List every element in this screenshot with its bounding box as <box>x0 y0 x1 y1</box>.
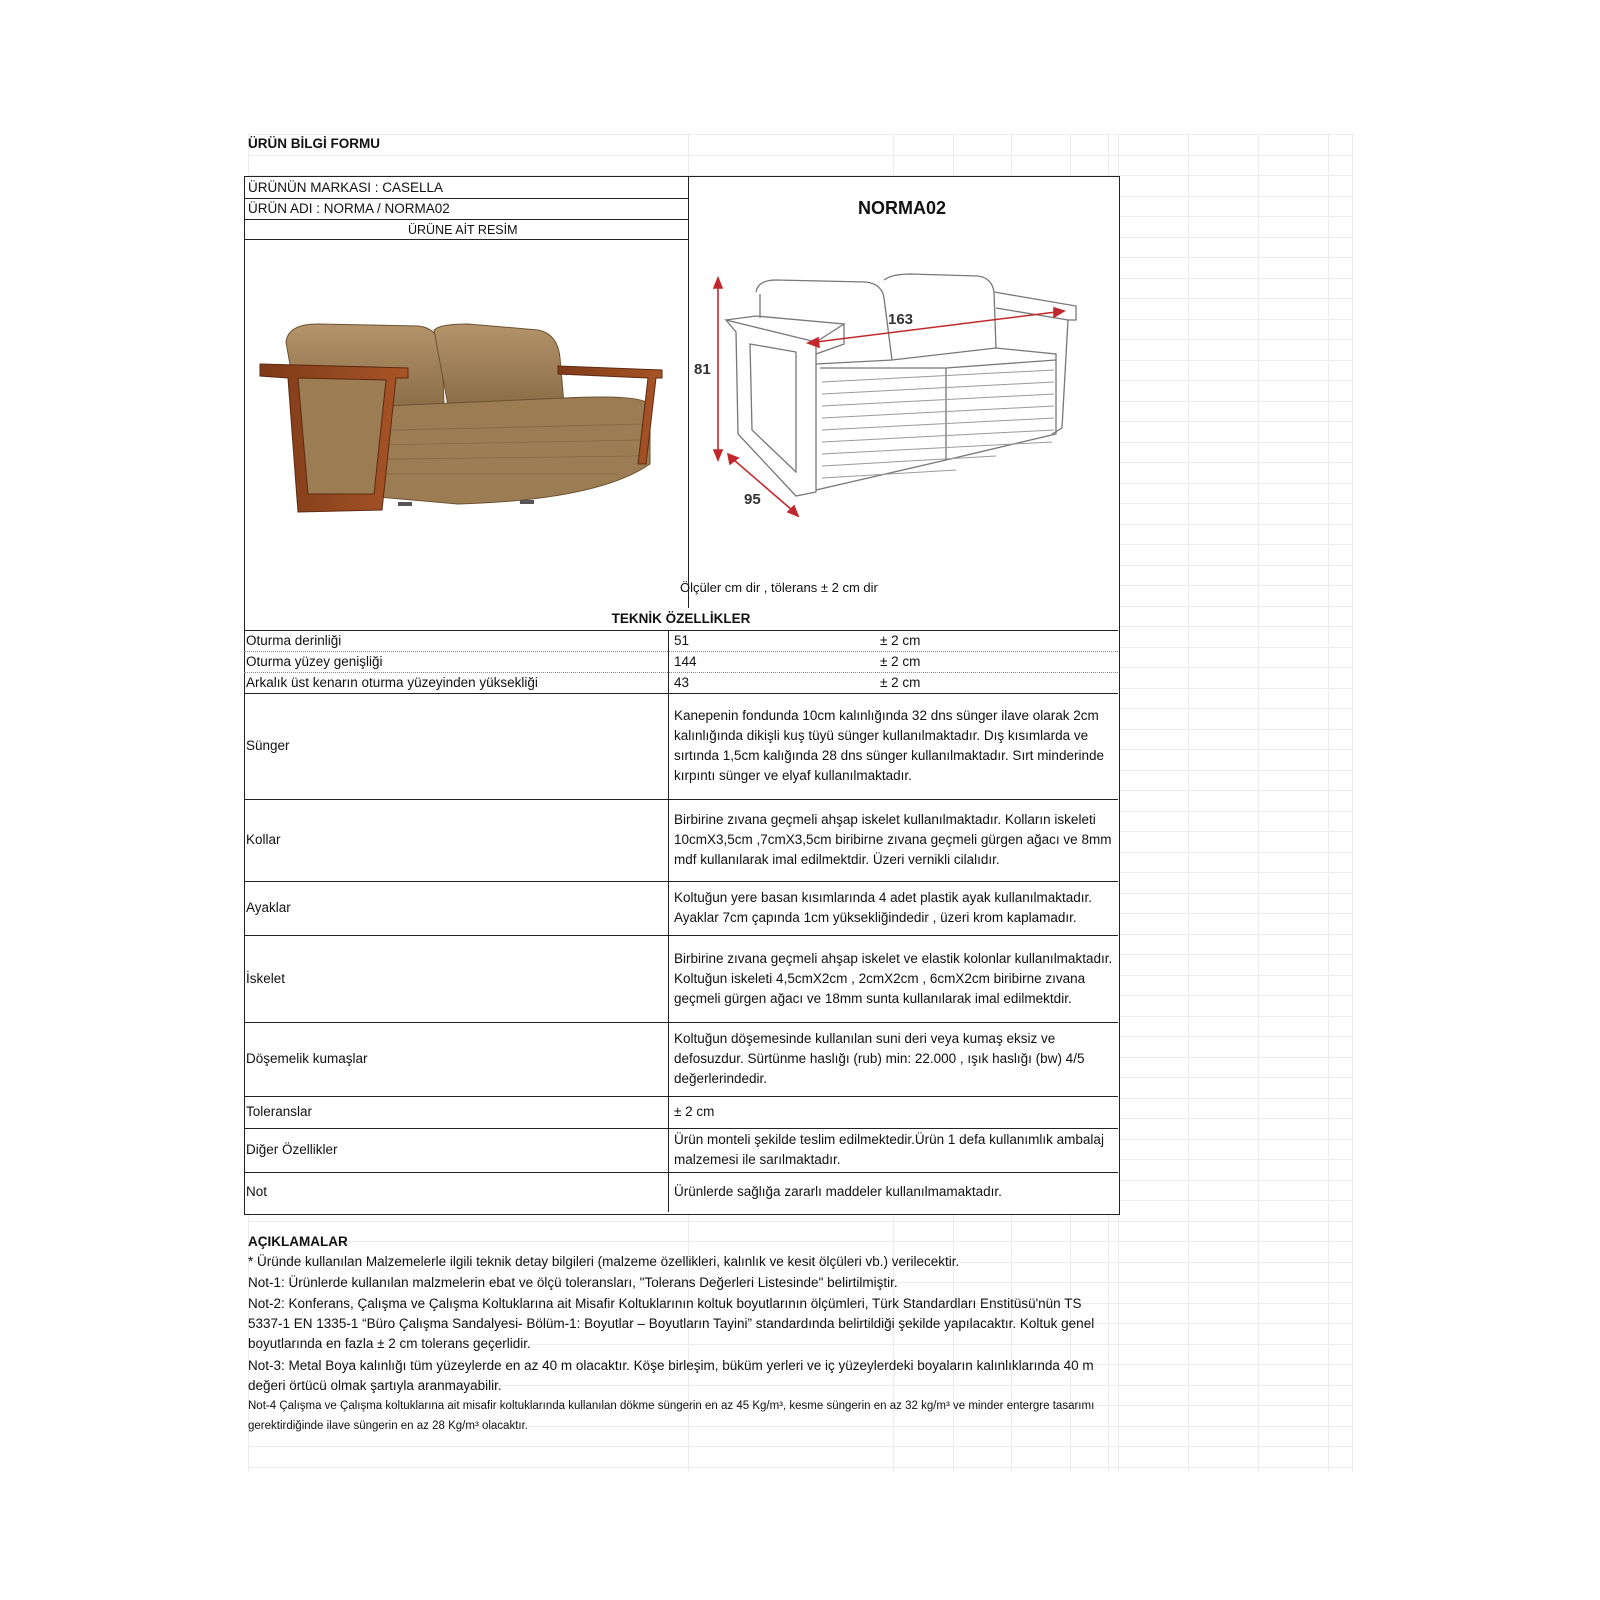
dim-height: 81 <box>694 361 711 378</box>
spec-row-label: Toleranslar <box>246 1104 313 1119</box>
note-line-3: Not-3: Metal Boya kalınlığı tüm yüzeylerde en az 40 m olacaktır. Köşe birleşim, büküm yerleri ve iç yüzeylerdeki boyaların kalınlıklarında 40 m değeri örtücü olmak şartıyla aranmayabilir. <box>248 1358 1094 1393</box>
spec-row-label: İskelet <box>246 970 286 986</box>
spec-row-text: ± 2 cm <box>674 1104 715 1119</box>
sofa-photo <box>258 314 668 514</box>
image-header: ÜRÜNE AİT RESİM <box>408 223 518 237</box>
spec-row-label: Sünger <box>246 738 290 753</box>
product-line: ÜRÜN ADI : NORMA / NORMA02 <box>248 201 450 216</box>
spec-row-text: Koltuğun yere basan kısımlarında 4 adet plastik ayak kullanılmaktadır. Ayaklar 7cm çapında 1cm yüksekliğindedir , üzeri krom kaplamadır. <box>674 890 1092 925</box>
sofa-dimension-drawing <box>696 264 1106 514</box>
spec-row-label: Ayaklar <box>246 900 291 915</box>
spec-row-text: Birbirine zıvana geçmeli ahşap iskelet kullanılmaktadır. Kolların iskeleti 10cmX3,5cm ,7cmX3,5cm biribirne zıvana geçmeli gürgen ağacı ve 8mm mdf kullanılarak imal edilmektdir. Üzeri vernikli cilalıdır. <box>674 812 1112 867</box>
image-divider <box>688 176 689 608</box>
brand-line: ÜRÜNÜN MARKASI : CASELLA <box>248 180 444 195</box>
tech-row-value: 43 <box>674 674 690 690</box>
note-line-4: Not-4 Çalışma ve Çalışma koltuklarına ait misafir koltuklarında kullanılan dökme süngerin en az 45 Kg/m³, kesme süngerin en az 32 kg/m³ ve minder entergre tasarımı gerektirdiğinde ilave süngerin en az 28 Kg/m³ olacaktır. <box>248 1400 1095 1432</box>
spec-row-text: Koltuğun döşemesinde kullanılan suni deri veya kumaş eksiz ve defosuzdur. Sürtünme haslığı (rub) min: 22.000 , ışık haslığı (bw) 4/5 değerlerindedir. <box>674 1031 1085 1086</box>
spec-row-label: Diğer Özellikler <box>246 1142 338 1157</box>
dim-depth: 95 <box>744 491 761 508</box>
note-line-2: Not-2: Konferans, Çalışma ve Çalışma Koltuklarına ait Misafir Koltuklarının koltuk boyutlarının ölçümleri, Türk Standardları Enstitüsü'nün TS 5337-1 EN 1335-1 “Büro Çalışma Sandalyesi- Bölüm-1: Boyutlar – Boyutların Tayini” standardında belirtildiği şekilde yapılacaktır. Koltuk genel boyutlarında en fazla ± 2 cm tolerans geçerlidir. <box>248 1296 1095 1351</box>
tech-header: TEKNİK ÖZELLİKLER <box>611 611 751 626</box>
spec-row-text: Ürünlerde sağlığa zararlı maddeler kullanılmamaktadır. <box>674 1184 1002 1199</box>
notes-title: AÇIKLAMALAR <box>248 1234 348 1249</box>
spec-row-label: Döşemelik kumaşlar <box>246 1051 368 1066</box>
tech-row-tolerance: ± 2 cm <box>880 632 921 648</box>
spec-row-label: Kollar <box>246 832 281 847</box>
tech-row-value: 144 <box>674 653 697 669</box>
spec-row-text: Birbirine zıvana geçmeli ahşap iskelet ve elastik kolonlar kullanılmaktadır. Koltuğun iskeleti 4,5cmX2cm , 2cmX2cm , 6cmX2cm biribirne zıvana geçmeli gürgen ağacı ve 18mm sunta kullanılarak imal edilmektdir. <box>674 950 1113 1006</box>
note-line-star: * Üründe kullanılan Malzemelerle ilgili teknik detay bilgileri (malzeme özellikleri, kalınlık ve kesit ölçüleri vb.) verilecektir. <box>248 1254 960 1269</box>
tech-row-value: 51 <box>674 632 690 648</box>
spec-row-text: Ürün monteli şekilde teslim edilmektedir.Ürün 1 defa kullanımlık ambalaj malzemesi ile sarılmaktadır. <box>674 1132 1104 1167</box>
note-line-1: Not-1: Ürünlerde kullanılan malzmelerin ebat ve ölçü toleransları, "Tolerans Değerleri Listesinde" belirtilmiştir. <box>248 1275 898 1290</box>
spec-row-text: Kanepenin fondunda 10cm kalınlığında 32 dns sünger ilave olarak 2cm kalınlığında dikişli kuş tüyü sünger kullanılmaktadır. Dış kısımlarda ve sırtında 1,5cm kalığında 28 dns sünger kullanılmaktadır. Sırt minderinde kırpıntı sünger ve elyaf kullanılmaktadır. <box>674 708 1104 783</box>
drawing-note: Ölçüler cm dir , tölerans ± 2 cm dir <box>680 580 878 595</box>
form-title: ÜRÜN BİLGİ FORMU <box>248 136 380 151</box>
tech-row-tolerance: ± 2 cm <box>880 674 921 690</box>
dim-width: 163 <box>888 311 914 328</box>
tech-row-tolerance: ± 2 cm <box>880 653 921 669</box>
tech-row-label: Oturma derinliği <box>246 632 342 648</box>
product-info-sheet <box>248 134 1352 1472</box>
tech-row-label: Arkalık üst kenarın oturma yüzeyinden yüksekliği <box>246 674 538 690</box>
tech-row-label: Oturma yüzey genişliği <box>246 653 383 669</box>
drawing-title: NORMA02 <box>858 198 947 218</box>
spec-row-label: Not <box>246 1184 268 1199</box>
